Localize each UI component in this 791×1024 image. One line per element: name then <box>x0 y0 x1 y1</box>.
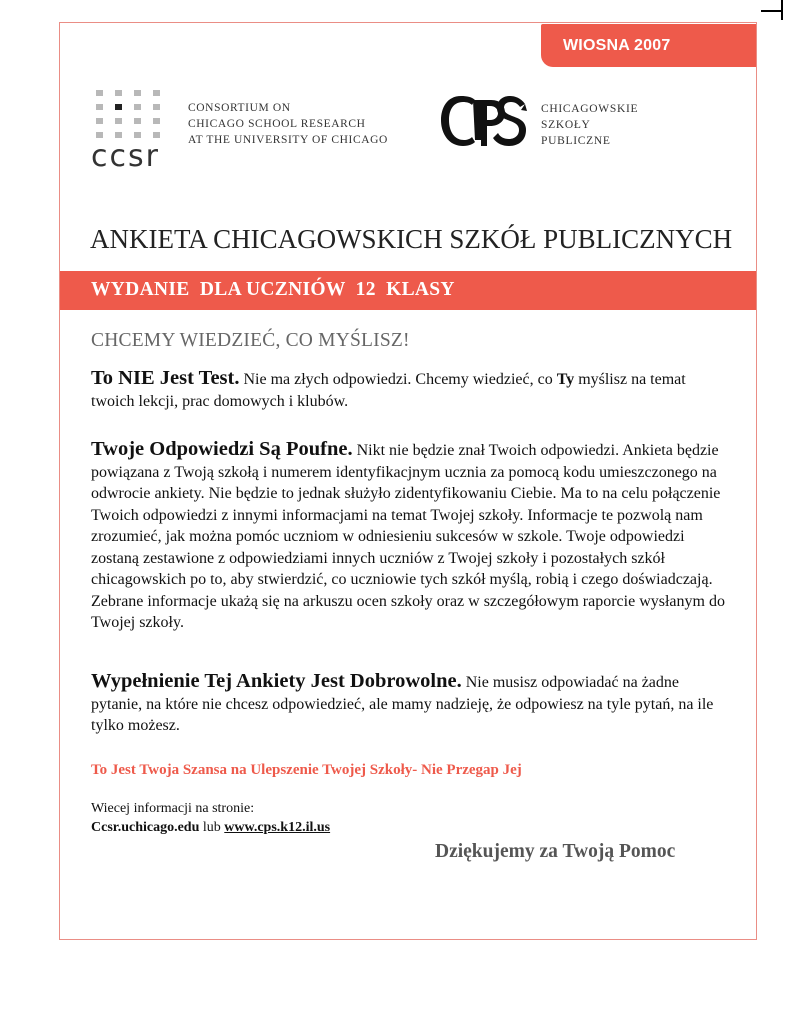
cps-line-2: SZKOŁY <box>541 119 591 131</box>
section-body: Nikt nie będzie znał Twoich odpowiedzi. Ankieta będzie powiązana z Twoją szkołą i numerem identyfikacjnym ucznia za pomocą kodu umieszczonego na odwrocie ankiety. Nie będzie to jednak służyło zidentyfikowaniu Ciebie. Ma to na celu połączenie Twoich odpowiedzi z innymi informacjami na temat Twojej szkoły. Informacje te pozwolą nam zrozumieć, jak można pomóc uczniom w odniesieniu sukcesów w szkole. Twoje odpowiedzi zostaną zestawione z odpowiedziami innych uczniów z Twojej szkoły i pozostałych szkół chicagowskich po to, aby stwierdzić, co uczniowie tych szkół myślą, robią i czego doświadczają. Zebrane informacje ukażą się na arkuszu ocen szkoły oraz w szczegółowym raporcie wysłanym do Twojej szkoły. <box>91 442 725 631</box>
ccsr-line-1: CONSORTIUM ON <box>188 102 291 114</box>
section-not-a-test <box>91 368 731 412</box>
call-to-action: To Jest Twoja Szansa na Ulepszenie Twojej Szkoły- Nie Przegap Jej <box>91 762 522 778</box>
cps-logo-icon <box>439 90 529 150</box>
more-info-label: Wiecej informacji na stronie: <box>91 801 255 816</box>
more-info <box>91 799 330 837</box>
ccsr-wordmark: ccsr <box>91 139 160 174</box>
ccsr-line-2: CHICAGO SCHOOL RESEARCH <box>188 118 366 130</box>
section-voluntary <box>91 671 731 737</box>
section-lead: To NIE Jest Test. <box>91 367 240 389</box>
subheading: CHCEMY WIEDZIEĆ, CO MYŚLISZ! <box>91 330 410 351</box>
section-body: Nie ma złych odpowiedzi. Chcemy wiedzieć, co <box>239 371 557 388</box>
cps-link[interactable]: www.cps.k12.il.us <box>224 820 331 835</box>
link-connector: lub <box>199 820 225 835</box>
section-lead: Twoje Odpowiedzi Są Poufne. <box>91 438 353 460</box>
thanks-note: Dziękujemy za Twoją Pomoc <box>435 841 676 862</box>
edition-label: WYDANIE DLA UCZNIÓW 12 KLASY <box>91 279 455 300</box>
crop-mark <box>761 0 791 20</box>
emphasis-ty: Ty <box>556 371 575 388</box>
section-body-end: myślisz na temat twoich lekcji, prac domowych i klubów. <box>91 371 686 410</box>
ccsr-link[interactable]: Ccsr.uchicago.edu <box>91 820 200 835</box>
section-confidential <box>91 439 731 634</box>
season-badge: WIOSNA 2007 <box>541 24 756 67</box>
ccsr-logo-icon <box>96 90 162 138</box>
cps-name <box>541 101 638 149</box>
ccsr-line-3: AT THE UNIVERSITY OF CHICAGO <box>188 134 388 146</box>
section-lead: Wypełnienie Tej Ankiety Jest Dobrowolne. <box>91 670 462 692</box>
page-title: ANKIETA CHICAGOWSKICH SZKÓŁ PUBLICZNYCH <box>90 224 733 254</box>
cps-line-1: CHICAGOWSKIE <box>541 103 639 115</box>
section-body: Nie musisz odpowiadać na żadne pytanie, na które nie chcesz odpowiedzieć, ale mamy nadzieję, że odpowiesz na tyle pytań, na ile tylko możesz. <box>91 674 714 734</box>
ccsr-name <box>188 100 388 148</box>
cps-line-3: PUBLICZNE <box>541 135 611 147</box>
